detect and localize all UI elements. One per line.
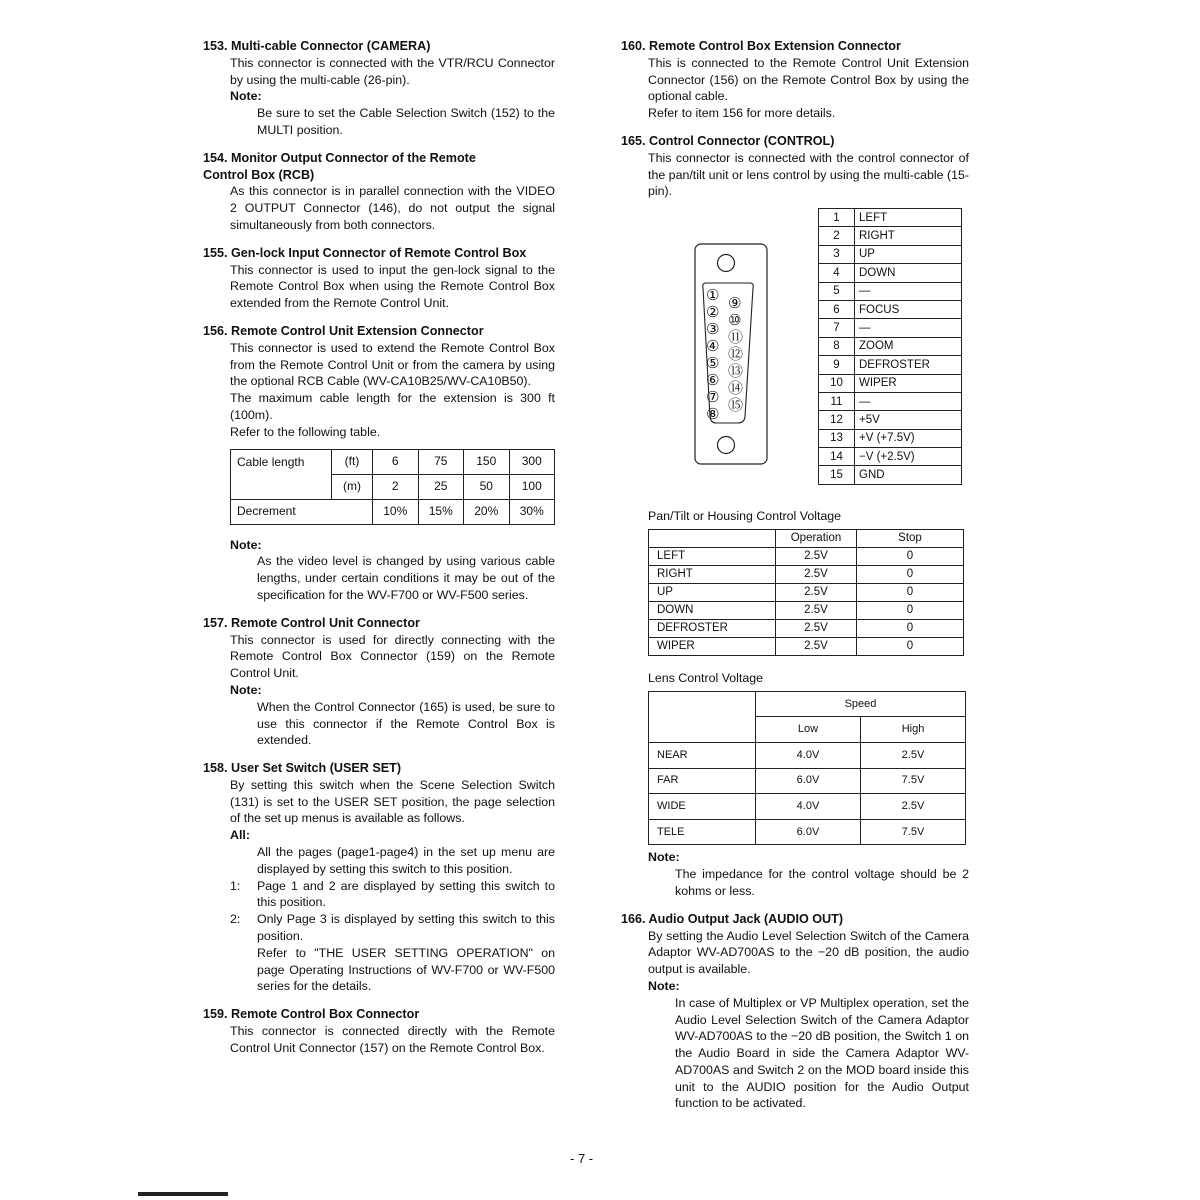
note-label: Note:: [648, 850, 680, 865]
table-row: [819, 264, 962, 282]
table-row: [819, 209, 962, 227]
table-header-row: [649, 529, 964, 547]
table-cell: 20%: [464, 499, 510, 524]
pin-label: ⑨: [728, 294, 742, 312]
table-header-empty: [649, 691, 756, 742]
table-row: [649, 601, 964, 619]
table-row: [819, 227, 962, 245]
table-row: [819, 374, 962, 392]
table-row: [819, 282, 962, 300]
pin-number: 14: [819, 448, 855, 466]
table-header: [649, 529, 776, 547]
pin-signal: DEFROSTER: [855, 356, 962, 374]
section-body: This connector is used to input the gen-lock signal to the Remote Control Box when using the Remote Control Box extended from the Remote Control Unit.: [230, 262, 555, 311]
section-body: This connector is used to extend the Remote Control Box from the Remote Control Unit or from the camera by using the optional RCB Cable (WV-CA10B25/WV-CA10B50).: [230, 340, 555, 389]
scan-artifact: [138, 1192, 228, 1196]
pin-assignment-table: [818, 208, 962, 485]
section-title: 166. Audio Output Jack (AUDIO OUT): [621, 911, 844, 926]
pin-signal: RIGHT: [855, 227, 962, 245]
section-title: 165. Control Connector (CONTROL): [621, 133, 835, 148]
table-row: [819, 245, 962, 263]
table-cell: 0: [857, 565, 964, 583]
table-row: [819, 319, 962, 337]
pin-number: 12: [819, 411, 855, 429]
table-row: [649, 583, 964, 601]
section-body: By setting this switch when the Scene Selection Switch (131) is set to the USER SET position, the page selection of the set up menus is available as follows.: [230, 777, 555, 826]
table-row: [649, 547, 964, 565]
cable-length-label: Cable length: [231, 449, 332, 499]
pin-number: 11: [819, 392, 855, 410]
page-number: - 7 -: [570, 1151, 594, 1166]
note-text: As the video level is changed by using various cable lengths, under certain conditions it may be out of the specification for the WV-F700 or WV-F500 series.: [257, 554, 555, 602]
table-cell: 150: [464, 449, 510, 474]
table-row: [649, 565, 964, 583]
mounting-hole-icon: [718, 437, 735, 454]
pin-signal: —: [855, 319, 962, 337]
section-158: [203, 760, 555, 995]
pin-label: ②: [706, 303, 720, 321]
table-cell: 0: [857, 583, 964, 601]
pin-signal: —: [855, 282, 962, 300]
cable-length-table: [230, 449, 555, 525]
table-row: [819, 429, 962, 447]
lens-voltage-table: [648, 691, 966, 846]
table-cell: 2.5V: [776, 601, 857, 619]
section-154: [203, 150, 555, 234]
section-body: This connector is connected with the control connector of the pan/tilt unit or lens control by using the multi-cable (15-pin).: [648, 150, 969, 199]
section-157: [203, 615, 555, 749]
pin-number: 8: [819, 337, 855, 355]
note-text: Be sure to set the Cable Selection Switch (152) to the MULTI position.: [257, 106, 555, 137]
list-item: [230, 878, 555, 912]
pin-number: 6: [819, 300, 855, 318]
table-row: [819, 411, 962, 429]
table-cell: 0: [857, 601, 964, 619]
pin-label: ⑥: [706, 371, 720, 389]
table-cell: 2.5V: [776, 547, 857, 565]
pin-label: ⑧: [706, 405, 720, 423]
table-cell: 0: [857, 637, 964, 655]
table-cell: 2.5V: [776, 619, 857, 637]
section-title: 155. Gen-lock Input Connector of Remote Control Box: [203, 245, 527, 260]
table-row: [649, 619, 964, 637]
table-cell: UP: [649, 583, 776, 601]
list-text: Only Page 3 is displayed by setting this switch to this position.: [257, 912, 555, 944]
pin-signal: DOWN: [855, 264, 962, 282]
pin-label: ⑮: [728, 396, 744, 414]
table-header-row: [649, 691, 966, 717]
pin-label: ⑩: [728, 311, 742, 329]
unit-m: (m): [332, 474, 373, 499]
table-row: [231, 449, 555, 474]
table-cell: 10%: [373, 499, 419, 524]
table-cell: 7.5V: [861, 819, 966, 845]
table-cell: 4.0V: [756, 742, 861, 768]
table-cell: 0: [857, 547, 964, 565]
decrement-label: Decrement: [231, 499, 373, 524]
mounting-hole-icon: [718, 255, 735, 272]
section-title: 156. Remote Control Unit Extension Connector: [203, 323, 484, 338]
pin-number: 7: [819, 319, 855, 337]
table-cell: 6.0V: [756, 768, 861, 794]
pin-label: ⑭: [728, 379, 744, 397]
pin-number: 9: [819, 356, 855, 374]
table-cell: FAR: [649, 768, 756, 794]
table-cell: 2.5V: [776, 637, 857, 655]
pin-number: 3: [819, 245, 855, 263]
pin-label: ⑤: [706, 354, 720, 372]
section-155: [203, 245, 555, 312]
section-160: [621, 38, 969, 122]
section-title: 154. Monitor Output Connector of the Remote Control Box (RCB): [203, 150, 476, 182]
section-body: This connector is connected directly with the Remote Control Unit Connector (157) on the Remote Control Box.: [230, 1024, 555, 1055]
table-cell: 2.5V: [776, 583, 857, 601]
lens-caption: Lens Control Voltage: [648, 670, 764, 685]
section-title: 153. Multi-cable Connector (CAMERA): [203, 39, 431, 53]
section-title: 157. Remote Control Unit Connector: [203, 615, 420, 630]
table-cell: 50: [464, 474, 510, 499]
high-header: High: [861, 717, 966, 743]
note-label: Note:: [648, 978, 680, 993]
note-text: The impedance for the control voltage should be 2 kohms or less.: [675, 867, 969, 898]
pin-number: 13: [819, 429, 855, 447]
section-159: [203, 1006, 555, 1056]
table-row: [649, 819, 966, 845]
section-153: [203, 38, 555, 139]
pin-signal: ZOOM: [855, 337, 962, 355]
pin-label: ⑦: [706, 388, 720, 406]
list-text: Page 1 and 2 are displayed by setting this switch to this position.: [257, 878, 555, 910]
pin-signal: GND: [855, 466, 962, 484]
speed-header: Speed: [756, 691, 966, 717]
dsub-15-connector-diagram: [694, 243, 768, 465]
table-row: [231, 499, 555, 524]
left-column: [203, 38, 555, 1068]
table-cell: WIPER: [649, 637, 776, 655]
section-title: 160. Remote Control Box Extension Connector: [621, 39, 901, 53]
connector-pins: [706, 286, 743, 423]
pin-label: ①: [706, 286, 720, 304]
section-body-2: Refer to item 156 for more details.: [648, 106, 836, 121]
note-label: Note:: [230, 682, 262, 697]
table-row: [819, 300, 962, 318]
table-cell: LEFT: [649, 547, 776, 565]
pin-label: ⑪: [728, 328, 744, 346]
table-cell: 75: [418, 449, 464, 474]
table-cell: 30%: [509, 499, 555, 524]
table-cell: 100: [509, 474, 555, 499]
pan-tilt-caption: Pan/Tilt or Housing Control Voltage: [648, 509, 842, 524]
section-body: As this connector is in parallel connection with the VIDEO 2 OUTPUT Connector (146), do not output the signal simultaneously from both connectors.: [230, 184, 555, 232]
note-text: In case of Multiplex or VP Multiplex operation, set the Audio Level Selection Switch of the Camera Adaptor WV-AD700AS to the −20 dB position, the Switch 1 on the Audio Board in side the Camera Adaptor WV-AD700AS and Switch 2 on the MOD board inside this unit to the AUDIO position for the Audio Output function to be activated.: [675, 995, 969, 1111]
section-body-3: Refer to the following table.: [230, 424, 381, 439]
table-row: [819, 392, 962, 410]
pin-number: 2: [819, 227, 855, 245]
table-row: [819, 356, 962, 374]
right-column: [621, 38, 969, 1123]
table-row: [649, 768, 966, 794]
low-header: Low: [756, 717, 861, 743]
table-row: [649, 794, 966, 820]
table-cell: 2.5V: [861, 794, 966, 820]
section-166: [621, 911, 969, 1113]
pin-label: ⑫: [728, 345, 744, 363]
all-label: All:: [230, 828, 250, 843]
pin-signal: +V (+7.5V): [855, 429, 962, 447]
table-cell: 4.0V: [756, 794, 861, 820]
pin-signal: FOCUS: [855, 300, 962, 318]
list-number: 1:: [230, 878, 241, 893]
note-label: Note:: [230, 89, 262, 104]
table-cell: DEFROSTER: [649, 619, 776, 637]
pin-label: ③: [706, 320, 720, 338]
section-title: 158. User Set Switch (USER SET): [203, 761, 402, 776]
pin-signal: —: [855, 392, 962, 410]
table-cell: WIDE: [649, 794, 756, 820]
pin-number: 5: [819, 282, 855, 300]
unit-ft: (ft): [332, 449, 373, 474]
table-cell: 7.5V: [861, 768, 966, 794]
pin-signal: UP: [855, 245, 962, 263]
pin-number: 10: [819, 374, 855, 392]
table-row: [819, 466, 962, 484]
pin-signal: WIPER: [855, 374, 962, 392]
table-cell: DOWN: [649, 601, 776, 619]
note-label: Note:: [230, 537, 262, 552]
pin-number: 15: [819, 466, 855, 484]
table-header: Operation: [776, 529, 857, 547]
table-row: [819, 448, 962, 466]
pan-tilt-voltage-table: [648, 529, 964, 656]
table-cell: 6.0V: [756, 819, 861, 845]
note-text: When the Control Connector (165) is used, be sure to use this connector if the Remote Control Box is extended.: [257, 699, 555, 748]
table-cell: 2.5V: [861, 742, 966, 768]
pin-signal: −V (+2.5V): [855, 448, 962, 466]
section-body: This connector is used for directly connecting with the Remote Control Box Connector (159) on the Remote Control Unit.: [230, 632, 555, 681]
section-body: By setting the Audio Level Selection Switch of the Camera Adaptor WV-AD700AS to the −20 dB position, the audio output is available.: [648, 928, 969, 977]
table-cell: 6: [373, 449, 419, 474]
table-cell: 300: [509, 449, 555, 474]
list-number: 2:: [230, 912, 241, 927]
table-cell: NEAR: [649, 742, 756, 768]
table-cell: 25: [418, 474, 464, 499]
pin-label: ⑬: [728, 362, 744, 380]
table-cell: 0: [857, 619, 964, 637]
section-body-2: The maximum cable length for the extension is 300 ft (100m).: [230, 391, 555, 422]
pin-signal: +5V: [855, 411, 962, 429]
table-cell: RIGHT: [649, 565, 776, 583]
pin-signal: LEFT: [855, 209, 962, 227]
section-body: This connector is connected with the VTR/RCU Connector by using the multi-cable (26-pin).: [230, 55, 555, 87]
refer-text: Refer to "THE USER SETTING OPERATION" on page Operating Instructions of WV-F700 or WV-F500 series for the details.: [257, 945, 555, 994]
table-header: Stop: [857, 529, 964, 547]
table-cell: 2.5V: [776, 565, 857, 583]
pin-number: 4: [819, 264, 855, 282]
table-cell: TELE: [649, 819, 756, 845]
section-156: [203, 323, 555, 604]
section-title: 159. Remote Control Box Connector: [203, 1007, 420, 1022]
table-cell: 2: [373, 474, 419, 499]
list-item: [230, 911, 555, 945]
table-row: [649, 742, 966, 768]
pin-label: ④: [706, 337, 720, 355]
table-cell: 15%: [418, 499, 464, 524]
all-text: All the pages (page1-page4) in the set up menu are displayed by setting this switch to this position.: [257, 845, 555, 876]
pin-number: 1: [819, 209, 855, 227]
table-row: [649, 637, 964, 655]
section-body: This is connected to the Remote Control Unit Extension Connector (156) on the Remote Control Box by using the optional cable.: [648, 55, 969, 104]
table-row: [819, 337, 962, 355]
